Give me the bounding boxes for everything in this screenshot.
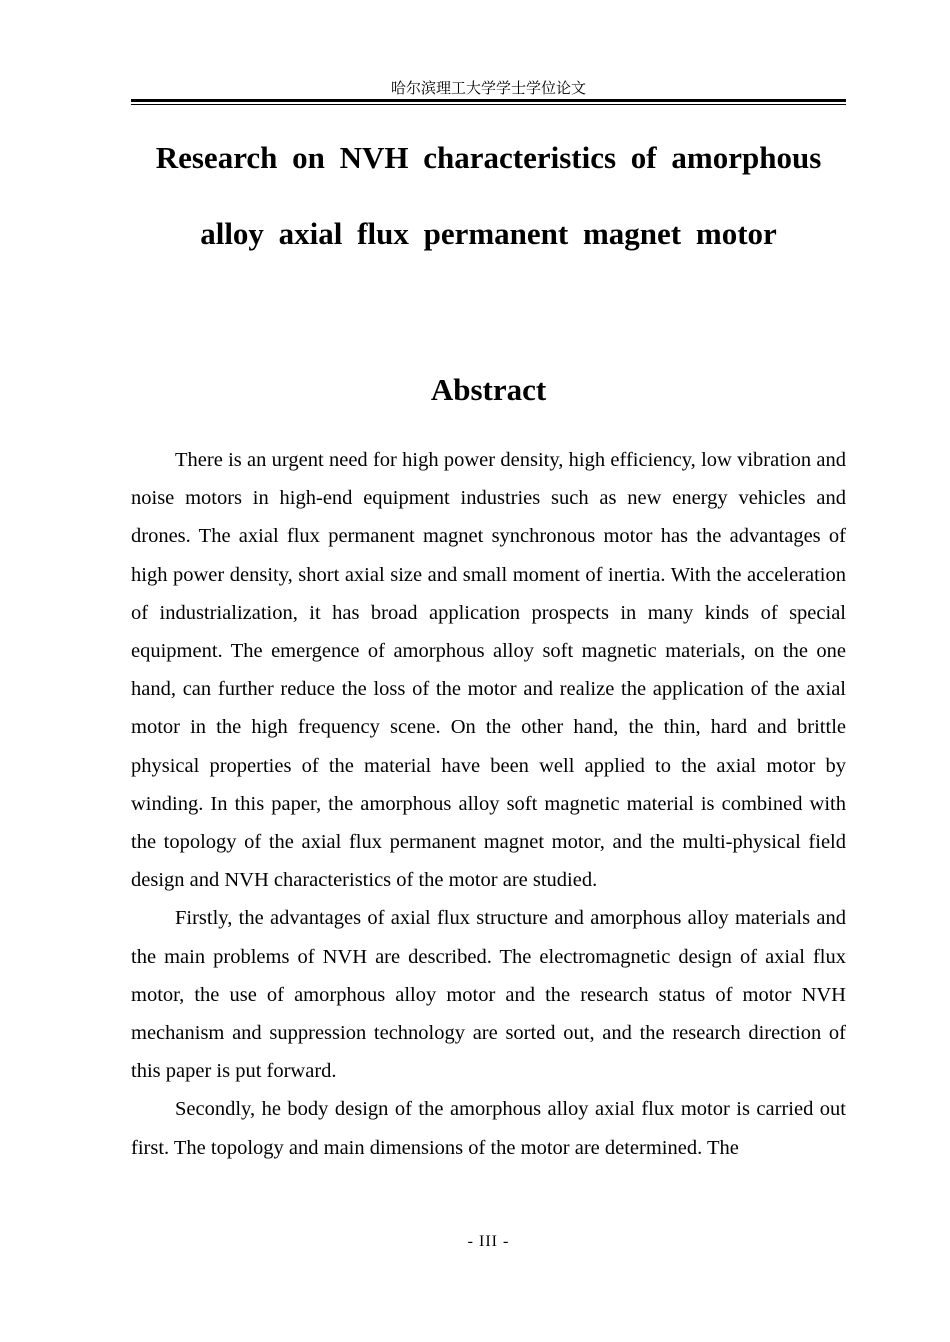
abstract-paragraph-2: Firstly, the advantages of axial flux structure and amorphous alloy materials and the main problems of NVH are described. The electromagnetic design of axial flux motor, the use of amorphous alloy motor and the research status of motor NVH mechanism and suppression technology are sorted out, and the research direction of this paper is put forward.	[131, 907, 846, 1083]
abstract-body	[131, 441, 846, 1167]
page-number: - III -	[467, 1233, 510, 1250]
abstract-paragraph-3: Secondly, he body design of the amorphous alloy axial flux motor is carried out first. The topology and main dimensions of the motor are determined. The	[131, 1098, 846, 1159]
abstract-heading: Abstract	[430, 372, 547, 407]
running-header: 哈尔滨理工大学学士学位论文	[390, 79, 586, 97]
header-rule-thick	[131, 99, 846, 102]
header-rule-thin	[131, 104, 846, 105]
abstract-paragraph-1: There is an urgent need for high power density, high efficiency, low vibration and noise motors in high-end equipment industries such as new energy vehicles and drones. The axial flux permanent magnet synchronous motor has the advantages of high power density, short axial size and small moment of inertia. With the acceleration of industrialization, it has broad application prospects in many kinds of special equipment. The emergence of amorphous alloy soft magnetic materials, on the one hand, can further reduce the loss of the motor and realize the application of the axial motor in the high frequency scene. On the other hand, the thin, hard and brittle physical properties of the material have been well applied to the axial motor by winding. In this paper, the amorphous alloy soft magnetic material is combined with the topology of the axial flux permanent magnet motor, and the multi-physical field design and NVH characteristics of the motor are studied.	[131, 449, 846, 892]
thesis-title: Research on NVH characteristics of amorphous alloy axial flux permanent magnet motor	[155, 140, 822, 251]
